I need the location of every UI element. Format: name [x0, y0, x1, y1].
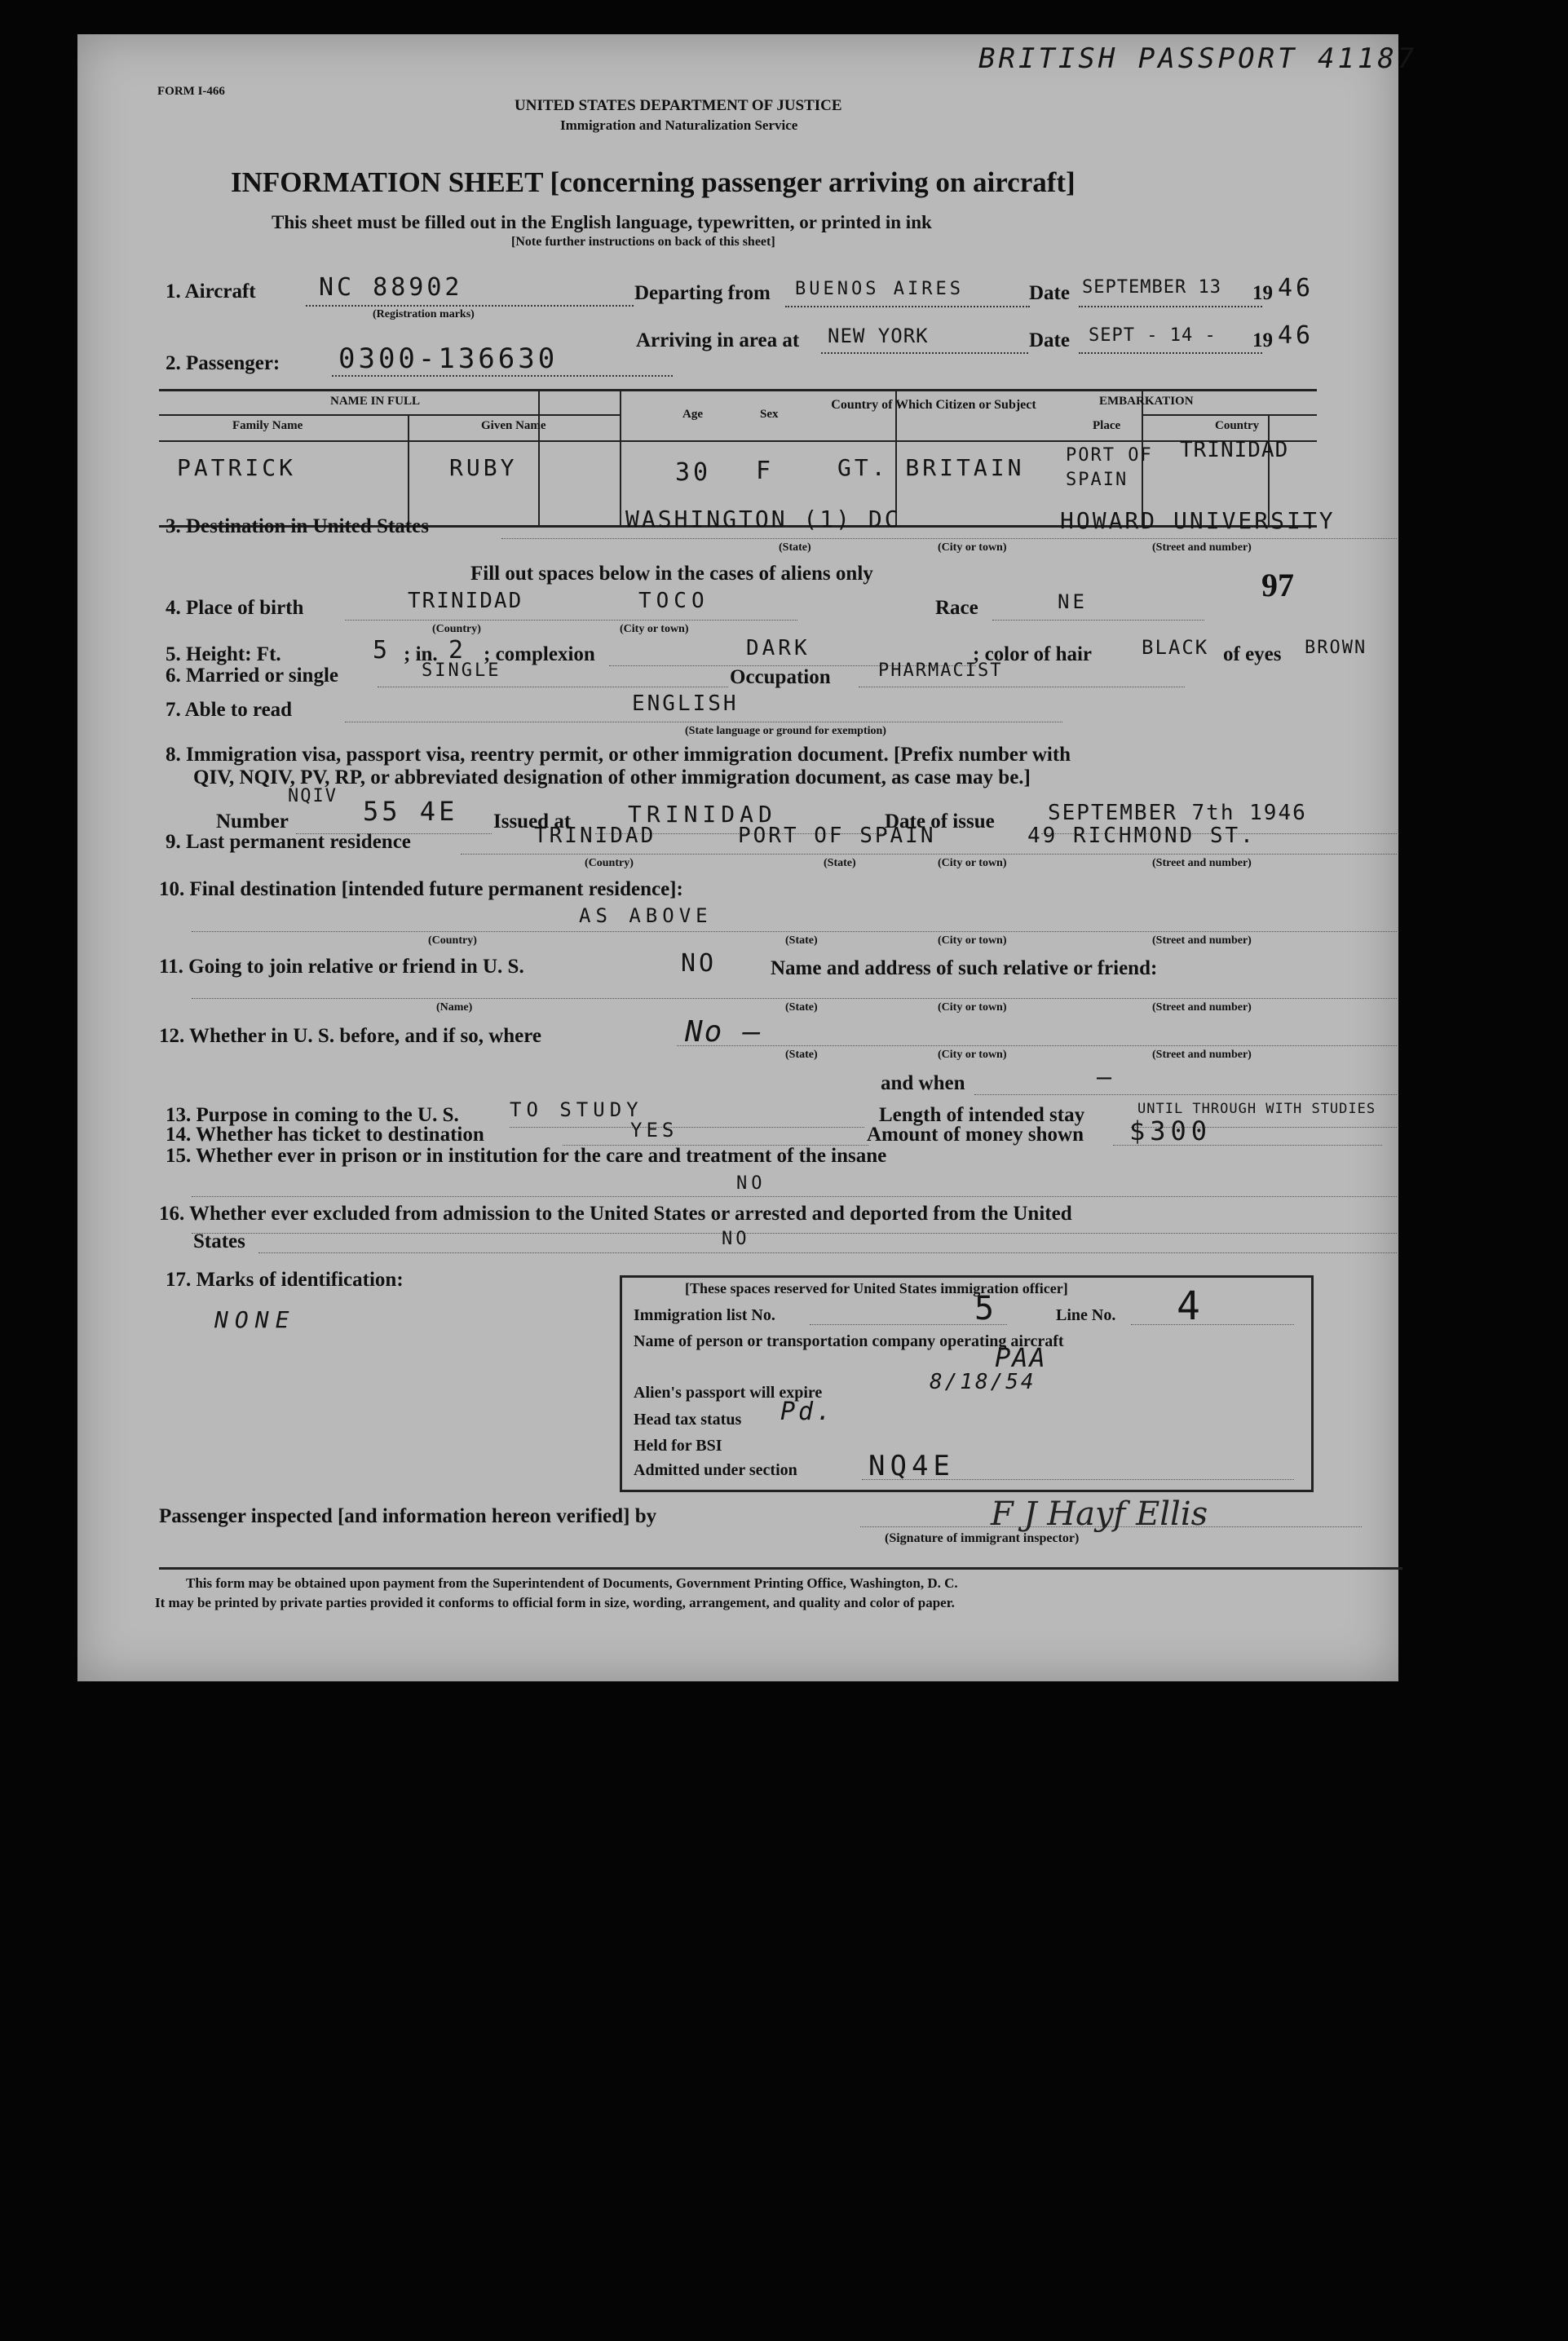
- departing-label: Departing from: [634, 282, 771, 304]
- birth-town: TOCO: [638, 589, 709, 613]
- excluded-value: NO: [722, 1229, 750, 1249]
- residence-label: 9. Last permanent residence: [166, 831, 411, 853]
- margin-note: BRITISH PASSPORT 41187: [978, 42, 1418, 75]
- height-in: 2: [448, 636, 467, 665]
- arriving-value: NEW YORK: [828, 325, 929, 347]
- line-no-label: Line No.: [1056, 1306, 1116, 1324]
- final-destination-line: [192, 931, 1397, 932]
- sex-value: F: [756, 457, 775, 485]
- departing-value: BUENOS AIRES: [795, 279, 964, 299]
- destination-city-caption: (City or town): [938, 541, 1007, 554]
- immigration-list-label: Immigration list No.: [634, 1306, 775, 1324]
- complexion-label: ; complexion: [484, 643, 595, 665]
- destination-label: 3. Destination in United States: [166, 515, 429, 537]
- given-name-header: Given Name: [481, 419, 546, 432]
- line-no-value: 4: [1177, 1283, 1204, 1329]
- department: UNITED STATES DEPARTMENT OF JUSTICE: [515, 97, 842, 114]
- age-value: 30: [675, 458, 712, 487]
- birth-country-caption: (Country): [432, 623, 481, 635]
- relative-city-caption: (City or town): [938, 1001, 1007, 1014]
- relative-name-label: Name and address of such relative or friend:: [771, 957, 1158, 979]
- race-line: [992, 620, 1204, 621]
- signature-caption: (Signature of immigrant inspector): [885, 1531, 1080, 1545]
- departure-date-value: SEPTEMBER 13: [1082, 277, 1221, 298]
- relative-label: 11. Going to join relative or friend in U. S.: [159, 956, 524, 978]
- money-value: $300: [1129, 1115, 1212, 1146]
- inspector-signature: F J Hayf Ellis: [991, 1495, 1208, 1533]
- aircraft-label: 1. Aircraft: [166, 280, 256, 303]
- eyes-label: of eyes: [1223, 643, 1282, 665]
- hair-label: ; color of hair: [973, 643, 1093, 665]
- prison-answer-line: [192, 1196, 1397, 1197]
- visa-line-2: QIV, NQIV, PV, RP, or abbreviated designation of other immigration document, as case may be.]: [193, 766, 1031, 788]
- departure-year-prefix: 19: [1252, 282, 1273, 304]
- purpose-label: 13. Purpose in coming to the U. S.: [166, 1104, 459, 1126]
- name-in-full-header: NAME IN FULL: [330, 395, 421, 408]
- passport-expire-value: 8/18/54: [930, 1370, 1036, 1394]
- residence-line: [461, 854, 1397, 855]
- final-country-caption: (Country): [428, 934, 477, 947]
- inspected-label: Passenger inspected [and information hereon verified] by: [159, 1505, 657, 1527]
- relative-name-caption: (Name): [436, 1001, 473, 1014]
- read-caption: (State language or ground for exemption): [685, 725, 886, 737]
- officer-box-header: [These spaces reserved for United States immigration officer]: [685, 1280, 1068, 1296]
- destination-city: WASHINGTON (1) DC: [625, 506, 901, 532]
- registration-caption: (Registration marks): [373, 308, 475, 320]
- married-label: 6. Married or single: [166, 665, 338, 687]
- purpose-value: TO STUDY: [510, 1098, 643, 1121]
- instructions-note: [Note further instructions on back of this sheet]: [511, 235, 775, 249]
- before-street-caption: (Street and number): [1152, 1049, 1252, 1061]
- embarkation-header: EMBARKATION: [1099, 395, 1194, 408]
- final-street-caption: (Street and number): [1152, 934, 1252, 947]
- before-when-line: [974, 1094, 1397, 1095]
- operator-value: PAA: [995, 1342, 1047, 1373]
- before-state-caption: (State): [785, 1049, 818, 1061]
- visa-prefix: NQIV: [288, 786, 338, 806]
- head-tax-label: Head tax status: [634, 1411, 742, 1429]
- relative-line: [192, 998, 1397, 999]
- before-value: No —: [685, 1015, 762, 1049]
- passenger-line: [332, 375, 673, 377]
- arrival-year: 46: [1278, 321, 1314, 350]
- aliens-header: Fill out spaces below in the cases of aliens only: [470, 563, 873, 585]
- money-label: Amount of money shown: [867, 1124, 1084, 1146]
- ticket-value: YES: [630, 1119, 678, 1142]
- head-tax-value: Pd.: [780, 1398, 835, 1426]
- complexion-value: DARK: [746, 636, 811, 660]
- form-number: FORM I-466: [157, 85, 225, 98]
- eyes-value: BROWN: [1305, 638, 1367, 658]
- before-city-caption: (City or town): [938, 1049, 1007, 1061]
- stay-value: UNTIL THROUGH WITH STUDIES: [1137, 1101, 1376, 1117]
- height-ft: 5: [373, 636, 391, 665]
- admitted-section-value: NQ4E: [868, 1450, 955, 1482]
- place-header: Place: [1093, 419, 1121, 432]
- prison-value: NO: [736, 1173, 766, 1194]
- arriving-label: Arriving in area at: [636, 329, 800, 351]
- hair-value: BLACK: [1142, 636, 1209, 659]
- arrival-year-prefix: 19: [1252, 329, 1273, 351]
- destination-state-caption: (State): [779, 541, 811, 554]
- footer-line-1: This form may be obtained upon payment from the Superintendent of Documents, Government Printing Office, Washington, D. C.: [186, 1575, 958, 1591]
- birth-country: TRINIDAD: [408, 589, 523, 613]
- final-destination-value: AS ABOVE: [579, 904, 713, 927]
- read-value: ENGLISH: [632, 691, 739, 716]
- ticket-label: 14. Whether has ticket to destination: [166, 1124, 484, 1146]
- stay-label: Length of intended stay: [879, 1104, 1085, 1126]
- age-header: Age: [682, 408, 703, 421]
- before-when-value: —: [1097, 1063, 1115, 1092]
- departing-line: [785, 306, 1030, 307]
- page-title: INFORMATION SHEET [concerning passenger arriving on aircraft]: [231, 166, 1076, 198]
- embarkation-place-value: PORT OF SPAIN: [1066, 445, 1153, 490]
- passenger-label: 2. Passenger:: [166, 352, 280, 374]
- residence-state-caption: (State): [824, 857, 856, 869]
- destination-street-caption: (Street and number): [1152, 541, 1252, 554]
- passport-expire-label: Alien's passport will expire: [634, 1384, 823, 1402]
- footer-line-2: It may be printed by private parties provided it conforms to official form in size, wording, arrangement, and quality and color of paper.: [155, 1595, 955, 1610]
- arrival-date-line: [1079, 352, 1262, 354]
- race-value: NE: [1058, 590, 1088, 613]
- family-name-header: Family Name: [232, 419, 303, 432]
- embarkation-country-header: Country: [1215, 419, 1260, 432]
- held-bsi-label: Held for BSI: [634, 1437, 722, 1455]
- birth-line: [345, 620, 797, 621]
- height-label: 5. Height: Ft.: [166, 643, 281, 665]
- immigration-list-value: 5: [974, 1290, 998, 1327]
- final-city-caption: (City or town): [938, 934, 1007, 947]
- before-label: 12. Whether in U. S. before, and if so, where: [159, 1025, 541, 1047]
- departure-date-label: Date: [1029, 282, 1070, 304]
- marks-label: 17. Marks of identification:: [166, 1269, 404, 1291]
- purpose-line: [510, 1127, 864, 1128]
- operator-label: Name of person or transportation company operating aircraft: [634, 1332, 1064, 1350]
- given-name-value: RUBY: [449, 454, 518, 481]
- admitted-section-label: Admitted under section: [634, 1461, 797, 1479]
- excluded-line-1: 16. Whether ever excluded from admission to the United States or arrested and deported from the United: [159, 1203, 1072, 1225]
- residence-state: PORT OF SPAIN: [738, 824, 936, 848]
- occupation-label: Occupation: [730, 666, 831, 688]
- relative-value: NO: [681, 949, 718, 978]
- arrival-date-value: SEPT - 14 -: [1089, 325, 1217, 346]
- service: Immigration and Naturalization Service: [560, 117, 798, 133]
- excluded-line: [258, 1252, 1397, 1253]
- arriving-line: [821, 352, 1028, 354]
- race-label: Race: [935, 597, 978, 619]
- visa-line-1: 8. Immigration visa, passport visa, reentry permit, or other immigration document. [Prefix number with: [166, 744, 1071, 766]
- line-no-line: [1131, 1324, 1294, 1325]
- relative-street-caption: (Street and number): [1152, 1001, 1252, 1014]
- residence-street: 49 RICHMOND ST.: [1027, 824, 1256, 848]
- arrival-date-label: Date: [1029, 329, 1070, 351]
- read-label: 7. Able to read: [166, 699, 293, 721]
- embarkation-country-value: TRINIDAD: [1180, 438, 1289, 462]
- destination-line: [501, 538, 1397, 539]
- passenger-value: 0300-136630: [338, 342, 559, 375]
- visa-number-label: Number: [216, 811, 289, 833]
- departure-year: 46: [1278, 274, 1314, 303]
- before-line: [677, 1045, 1397, 1046]
- stamp-number: 97: [1261, 567, 1294, 603]
- prison-label: 15. Whether ever in prison or in institution for the care and treatment of the insane: [166, 1145, 887, 1167]
- visa-date-label: Date of issue: [885, 811, 995, 833]
- married-value: SINGLE: [422, 660, 501, 681]
- departure-date-line: [1079, 306, 1262, 307]
- citizen-header: Country of Which Citizen or Subject: [831, 398, 1036, 412]
- instructions: This sheet must be filled out in the English language, typewritten, or printed in ink: [272, 212, 932, 232]
- birth-label: 4. Place of birth: [166, 597, 304, 619]
- residence-country-caption: (Country): [585, 857, 634, 869]
- footer-rule: [159, 1567, 1402, 1570]
- form-sheet: [77, 34, 1418, 1681]
- birth-city-caption: (City or town): [620, 623, 689, 635]
- aircraft-value: NC 88902: [319, 273, 463, 302]
- residence-country: TRINIDAD: [534, 824, 656, 848]
- destination-street: HOWARD UNIVERSITY: [1060, 507, 1336, 534]
- sex-header: Sex: [760, 408, 779, 421]
- marks-value: NONE: [214, 1306, 296, 1333]
- occupation-value: PHARMACIST: [878, 660, 1003, 681]
- visa-number: 55 4E: [363, 796, 458, 827]
- final-state-caption: (State): [785, 934, 818, 947]
- prison-line: [192, 1233, 1397, 1234]
- visa-issued: TRINIDAD: [628, 801, 777, 828]
- visa-issued-label: Issued at: [493, 811, 572, 833]
- visa-date: SEPTEMBER 7th 1946: [1048, 801, 1307, 825]
- relative-state-caption: (State): [785, 1001, 818, 1014]
- final-destination-label: 10. Final destination [intended future permanent residence]:: [159, 878, 683, 900]
- height-in-label: ; in.: [404, 643, 438, 665]
- citizen-value: GT. BRITAIN: [837, 454, 1025, 481]
- residence-street-caption: (Street and number): [1152, 857, 1252, 869]
- before-when-label: and when: [881, 1072, 965, 1094]
- excluded-line-2: States: [193, 1230, 245, 1252]
- residence-city-caption: (City or town): [938, 857, 1007, 869]
- aircraft-line: [306, 305, 634, 307]
- family-name-value: PATRICK: [177, 454, 297, 481]
